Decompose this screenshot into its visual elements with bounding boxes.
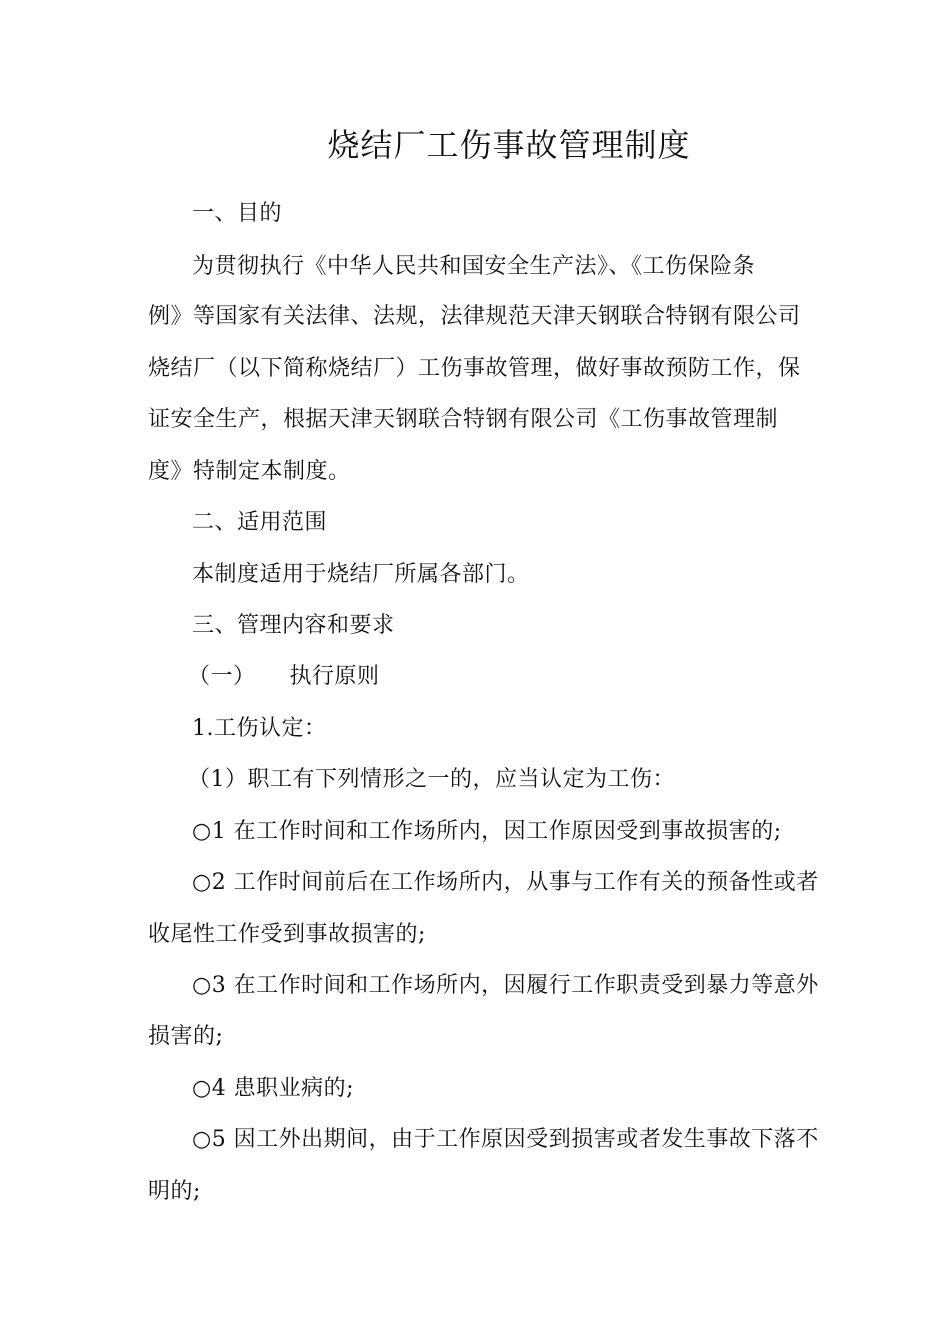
- paragraph-line: 度》特制定本制度。: [148, 459, 351, 484]
- section-heading-scope: 二、适用范围: [192, 510, 328, 535]
- list-item-continuation: 明的;: [148, 1179, 201, 1204]
- section-heading-content: 三、管理内容和要求: [192, 613, 395, 638]
- paragraph-line: 例》等国家有关法律、法规，法律规范天津天钢联合特钢有限公司: [148, 304, 801, 329]
- list-item: ○5 因工外出期间，由于工作原因受到损害或者发生事故下落不: [192, 1127, 819, 1152]
- paragraph-line: 为贯彻执行《中华人民共和国安全生产法》、《工伤保险条: [192, 254, 756, 279]
- subsection-heading: [188, 662, 380, 692]
- section-heading-purpose: 一、目的: [192, 201, 283, 226]
- paragraph-line: 证安全生产，根据天津天钢联合特钢有限公司《工伤事故管理制: [148, 407, 779, 432]
- paragraph-line: 烧结厂（以下简称烧结厂）工伤事故管理，做好事故预防工作，保: [148, 356, 801, 381]
- subsection-title: 执行原则: [289, 664, 380, 689]
- list-item-continuation: 损害的;: [148, 1024, 224, 1049]
- list-item: ○2 工作时间前后在工作场所内，从事与工作有关的预备性或者: [192, 870, 819, 895]
- document-title: 烧结厂工伤事故管理制度: [327, 126, 691, 164]
- list-item-continuation: 收尾性工作受到事故损害的;: [148, 922, 426, 947]
- list-item: ○3 在工作时间和工作场所内，因履行工作职责受到暴力等意外: [192, 973, 819, 998]
- subsection-number: （一）: [188, 664, 256, 689]
- paragraph-line: （1）职工有下列情形之一的，应当认定为工伤：: [188, 767, 675, 792]
- list-item: ○1 在工作时间和工作场所内，因工作原因受到事故损害的;: [192, 819, 782, 844]
- item-heading: 1.工伤认定：: [192, 716, 327, 741]
- list-item: ○4 患职业病的;: [192, 1076, 355, 1101]
- paragraph-line: 本制度适用于烧结厂所属各部门。: [192, 562, 530, 587]
